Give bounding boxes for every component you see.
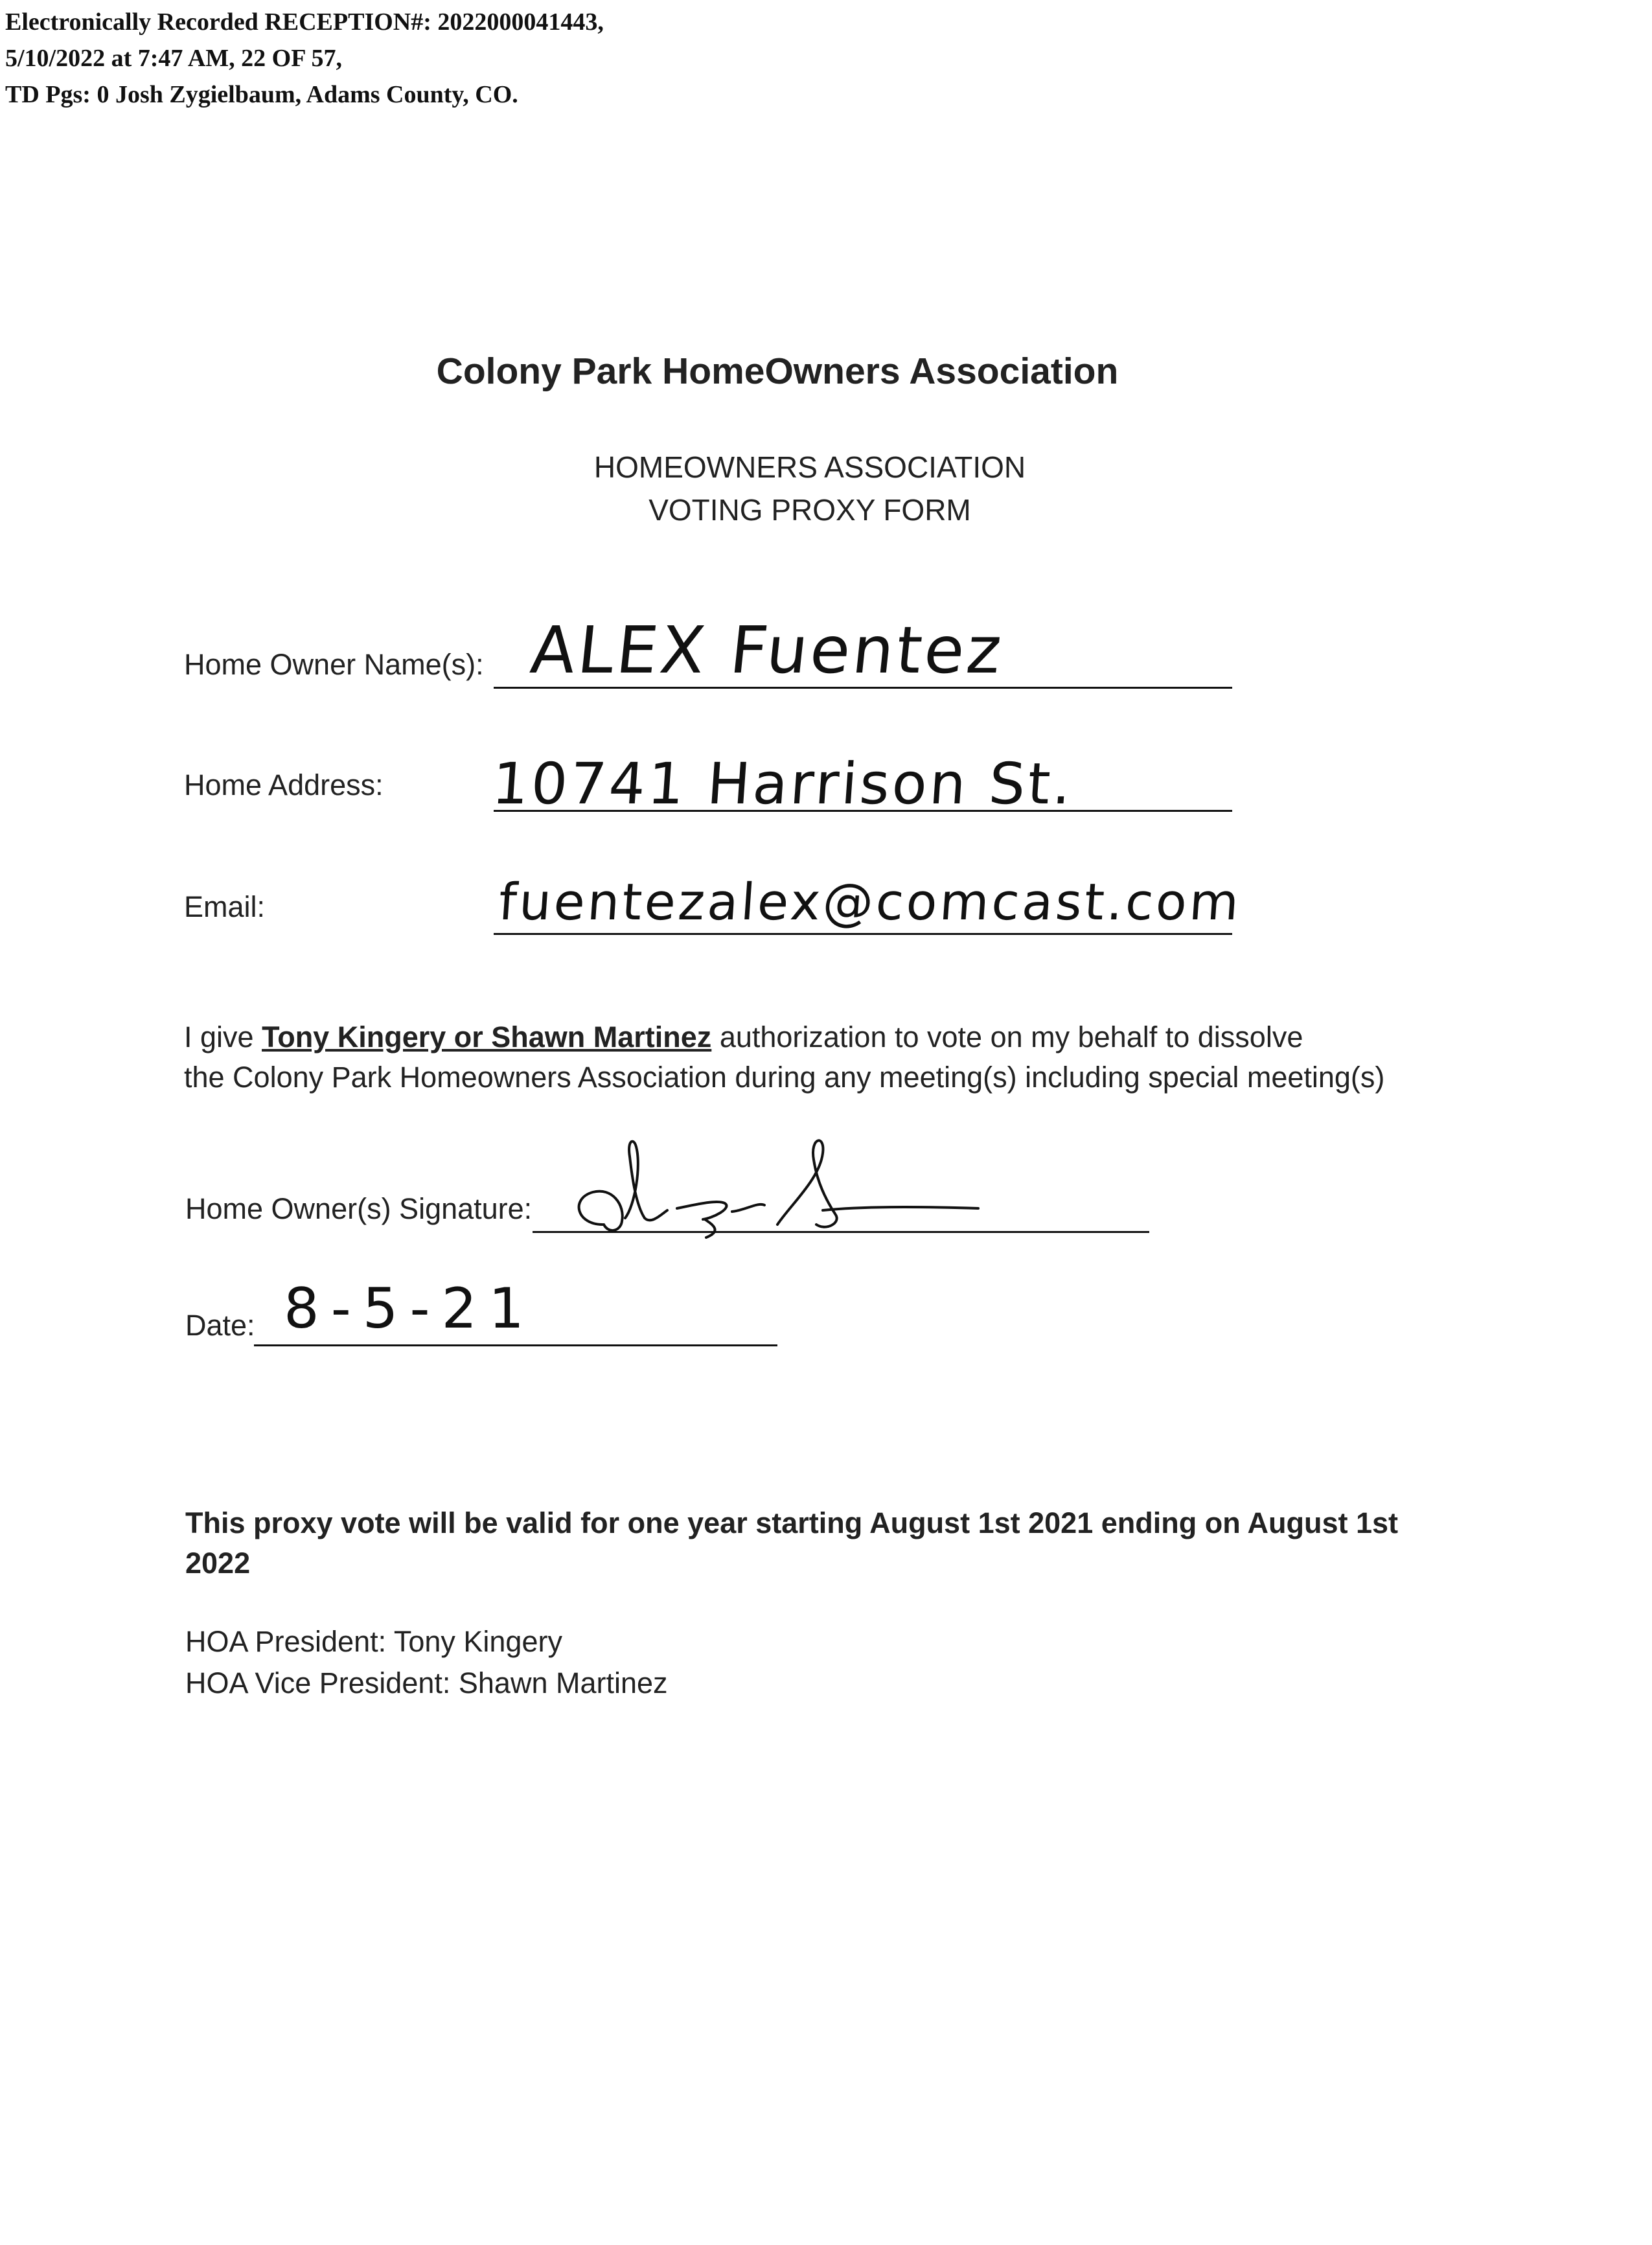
email-value: fuentezalex@comcast.com (496, 873, 1244, 932)
stamp-line-2: 5/10/2022 at 7:47 AM, 22 OF 57, (5, 45, 342, 72)
stamp-line-3: TD Pgs: 0 Josh Zygielbaum, Adams County, CO. (5, 81, 518, 108)
date-value: 8-5-21 (284, 1276, 536, 1341)
officers-list (185, 1621, 668, 1704)
date-line (254, 1344, 777, 1346)
handwritten-signature (564, 1127, 1004, 1244)
stamp-line-1: Electronically Recorded RECEPTION#: 2022000041443, (5, 8, 604, 36)
form-subtitle (0, 446, 1620, 531)
validity-statement: This proxy vote will be valid for one year starting August 1st 2021 ending on August 1st 2022 (185, 1506, 1399, 1580)
recording-stamp (5, 4, 604, 113)
subtitle-line-2: VOTING PROXY FORM (648, 493, 971, 527)
authorized-proxies: Tony Kingery or Shawn Martinez (262, 1020, 712, 1053)
signature-label: Home Owner(s) Signature: (185, 1192, 533, 1225)
owner-name-label: Home Owner Name(s): (184, 648, 484, 681)
date-label: Date: (185, 1309, 255, 1342)
authorization-line-2: the Colony Park Homeowners Association during any meeting(s) including special meeting(s) (184, 1061, 1385, 1094)
authorization-prefix: I give (184, 1020, 262, 1053)
hoa-vice-president: HOA Vice President: Shawn Martinez (185, 1666, 668, 1699)
authorization-line-1 (184, 1017, 1303, 1057)
hoa-president: HOA President: Tony Kingery (185, 1625, 562, 1658)
subtitle-line-1: HOMEOWNERS ASSOCIATION (593, 450, 1026, 484)
email-line (494, 933, 1232, 935)
email-label: Email: (184, 890, 266, 923)
association-title: Colony Park HomeOwners Association (436, 351, 1119, 392)
authorization-suffix: authorization to vote on my behalf to dissolve (711, 1020, 1303, 1053)
home-address-value: 10741 Harrison St. (490, 750, 1076, 817)
home-address-label: Home Address: (184, 768, 384, 801)
owner-name-value: ALEX Fuentez (527, 612, 1008, 688)
